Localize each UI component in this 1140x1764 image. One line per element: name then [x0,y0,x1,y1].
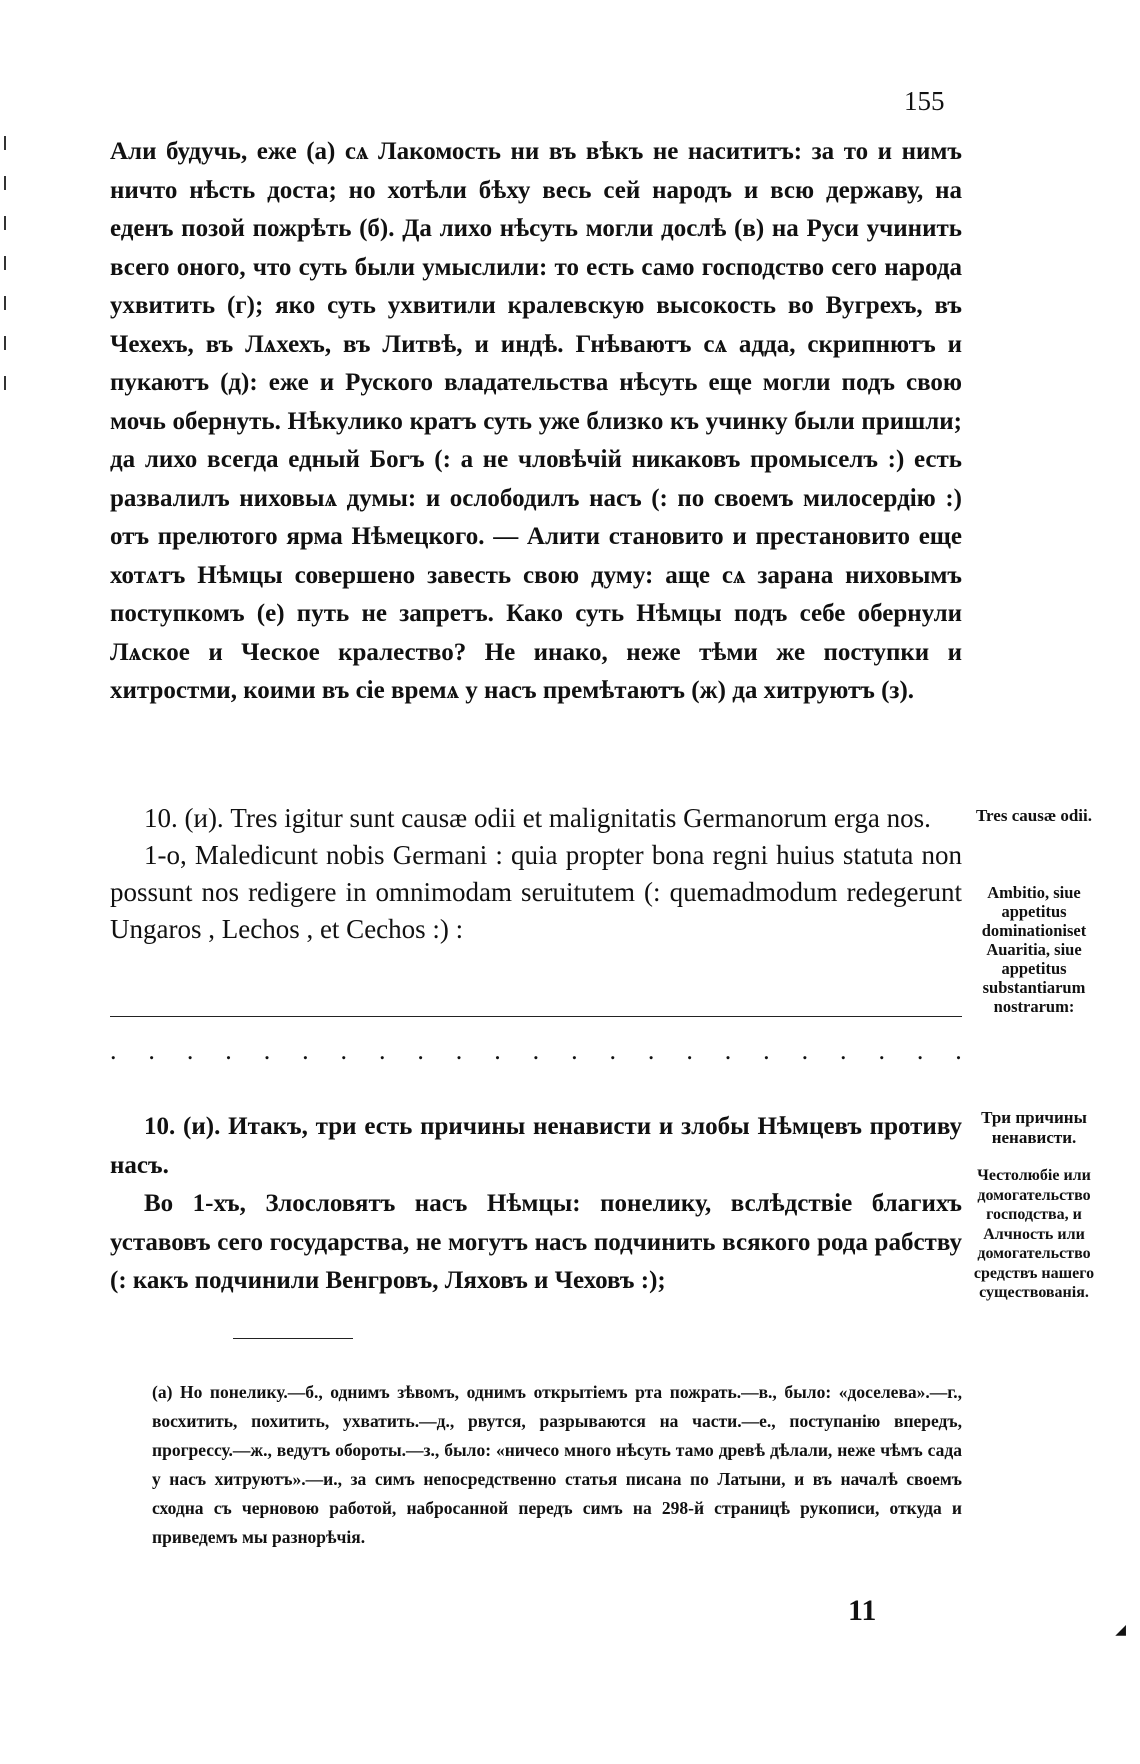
omission-dot: . [763,1036,770,1065]
omission-dot: . [186,1036,194,1065]
omission-dot: . [494,1036,501,1065]
russian-translation-block [110,1108,962,1301]
page-number: 155 [904,86,945,116]
russian-heading: 10. (и). Итакъ, три есть причины ненависти и злобы Нѣмцевъ противу насъ. [110,1113,962,1179]
latin-text-block [110,800,962,948]
scan-edge-marks [4,136,14,416]
omission-dot: . [302,1036,309,1065]
omission-dot: . [225,1036,232,1065]
russian-paragraph: Али будучь, еже (а) сѧ Лакомость ни въ вѣкъ не насититъ: за то и нимъ ничто нѣсть доста; но хотѣли бѣху весь сей народъ и всю державу, на еденъ позой пожрѣть (б). Да лихо нѣсуть могли дослѣ (в) на Руси учинить всего оного, что суть были умыслили: то есть само господство сего народа ухвитить (г); яко суть ухвитили кралевскую высокость во Вугрехъ, въ Чехехъ, въ Лѧхехъ, въ Литвѣ, и индѣ. Гнѣваютъ сѧ адда, скрипнютъ и пукаютъ (д): еже и Руского владательства нѣсуть еще могли подъ свою мочь обернуть. Нѣкулико кратъ суть уже близко къ учинку были пришли; да лихо всегда едный Богъ (: а не чловѣчій никаковъ промыселъ :) есть развалилъ ниховыѧ думы: и ослободилъ насъ (: по своемъ милосердію :) отъ прелютого ярма Нѣмецкого. — Алити становито и престановито еще хотѧтъ Нѣмцы совершено завесть свою думу: аще сѧ зарана ниховымъ поступкомъ (е) путь не запретъ. Како суть Нѣмцы подъ себе обернули Лѧское и Ческое кралество? Не инако, неже тѣми же поступки и хитростми, коими въ сіе времѧ у насъ премѣтаютъ (ж) да хитруютъ (з). [110,138,962,704]
latin-heading: 10. (и). Tres igitur sunt causæ odii et malignitatis Germanorum erga nos. [144,803,931,833]
margin-note-latin-ambition: Ambitio, siue appetitus dominationiset Auaritia, siue appetitus substantiarum nostrarum: [981,883,1087,1016]
corner-mark: ◢ [1115,1623,1126,1638]
russian-translation-paragraph: Во 1-хъ, Злословятъ насъ Нѣмцы: понелику, вслѣдствіе благихъ уставовъ сего государства, не могутъ насъ подчинить всякого рода рабству (: какъ подчинили Венгровъ, Ляховъ и Чеховъ :); [110,1190,962,1294]
omission-dot: . [647,1036,655,1065]
horizontal-rule [110,1016,962,1017]
omission-dot: . [955,1036,962,1065]
omission-dot: . [878,1036,885,1065]
omission-dot: . [148,1036,155,1065]
omission-dot: . [455,1036,463,1065]
omission-dot: . [263,1036,271,1065]
omission-dot: . [340,1036,348,1065]
omission-dot: . [916,1036,924,1065]
footnote-separator [233,1338,353,1339]
margin-note-russian-causes: Три причины ненависти. [981,1108,1087,1147]
omission-dot: . [686,1036,693,1065]
russian-text-block [110,133,962,711]
margin-note-latin-causes: Tres causæ odii. [975,806,1093,825]
omission-dot: . [609,1036,616,1065]
omission-dot: . [840,1036,847,1065]
omission-dot: . [417,1036,424,1065]
omission-dot: . [378,1036,386,1065]
omission-dots [110,1036,962,1066]
footnotes: (а) Но понелику.—б., однимъ зѣвомъ, однимъ открытіемъ рта пожрать.—в., было: «доселева».—г., восхитить, похитить, ухватить.—д., рвутся, разрываются на части.—е., поступанію впередъ, прогрессу.—ж., ведутъ обороты.—з., было: «ничесо много нѣсуть тамо древѣ дѣлали, неже чѣмъ сада у насъ хитруютъ».—и., за симъ непосредственно статья писана по Латыни, и въ началѣ своемъ сходна съ черновою работой, набросанной передъ симъ на 298-й страницѣ рукописи, откуда и приведемъ мы разнорѣчія. [152,1382,962,1547]
omission-dot: . [724,1036,732,1065]
omission-dot: . [110,1036,117,1065]
margin-note-russian-ambition: Честолюбіе или домогательство господства, и Алчность или домогательство средствъ нашего существованія. [973,1167,1095,1301]
latin-paragraph: 1-o, Maledicunt nobis Germani : quia propter bona regni huius statuta non possunt nos redigere in omnimodam seruitutem (: quemadmodum redegerunt Ungaros , Lechos , et Cechos :) : [110,840,962,944]
omission-dot: . [801,1036,809,1065]
sheet-signature-number: 11 [848,1594,877,1627]
omission-dot: . [571,1036,578,1065]
omission-dot: . [532,1036,540,1065]
